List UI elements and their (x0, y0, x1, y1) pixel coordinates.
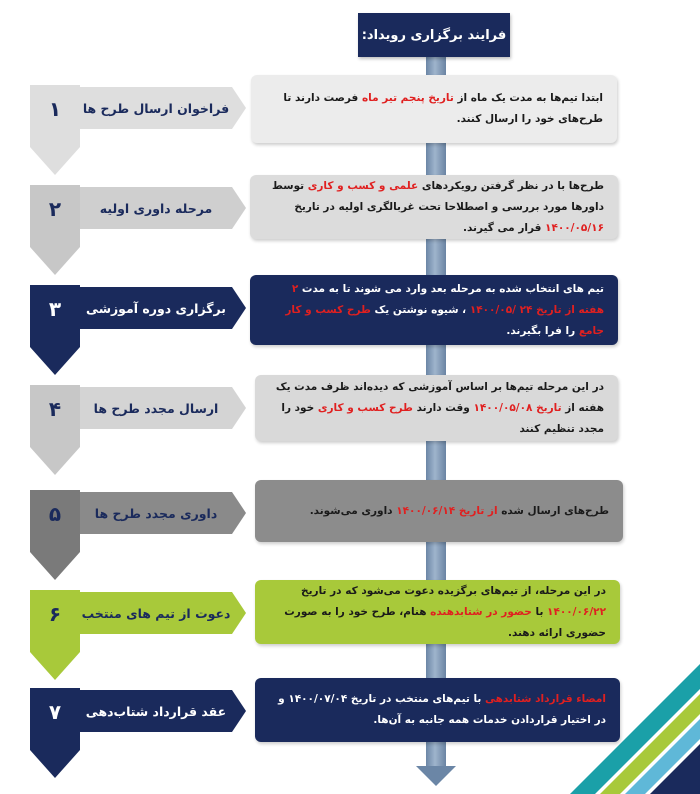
step-2-label-pointer (232, 187, 246, 229)
description-text: فرصت دارند تا طرح‌های خود را ارسال کنند. (283, 92, 603, 125)
step-3-description (250, 275, 618, 345)
step-7-label-pointer (232, 690, 246, 732)
description-text: داوری می‌شوند. (309, 504, 397, 517)
highlight-text: تاریخ ۱۴۰۰/۰۵/۰۸ (473, 401, 562, 414)
step-2-description (250, 175, 618, 239)
step-3-label-pointer (232, 287, 246, 329)
step-5-description (255, 480, 623, 542)
timeline-arrow-head (416, 766, 456, 788)
description-text: طرح‌ها با در نظر گرفتن رویکردهای (418, 179, 604, 192)
description-text: قرار می گیرند. (462, 221, 546, 234)
step-7-label: عقد قرارداد شتاب‌دهی (80, 690, 232, 732)
highlight-text: علمی و کسب و کاری (307, 179, 419, 192)
step-6-label: دعوت از تیم های منتخب (80, 592, 232, 634)
step-7-description (255, 678, 620, 742)
step-4-label-pointer (232, 387, 246, 429)
step-4-label: ارسال مجدد طرح ها (80, 387, 232, 429)
page-title: فرایند برگزاری رویداد: (358, 13, 510, 57)
highlight-text: ۱۴۰۰/۰۶/۲۲ (547, 605, 606, 618)
description-text: در این مرحله تیم‌ها بر اساس آموزشی که دیده‌اند ظرف مدت یک هفته از (275, 380, 604, 414)
highlight-text: طرح کسب و کار جامع (285, 303, 604, 337)
description-text: را فرا بگیرند. (506, 324, 579, 337)
step-2-number: ۲ (48, 197, 62, 221)
highlight-text: ۲ هفته از تاریخ ۲۴ /۱۴۰۰/۰۵ (291, 282, 604, 316)
description-text: با (531, 605, 548, 618)
highlight-text: از تاریخ ۱۴۰۰/۰۶/۱۴ (396, 504, 498, 517)
step-7-number: ۷ (48, 700, 62, 724)
step-1-number: ۱ (48, 97, 62, 121)
description-text: وقت دارند (412, 401, 474, 414)
description-text: ابتدا تیم‌ها به مدت یک ماه از (453, 92, 603, 104)
highlight-text: امضاء قرارداد شتابدهی (485, 693, 606, 705)
highlight-text: تاریخ پنجم تیر ماه (361, 92, 454, 104)
step-3-number: ۳ (48, 297, 62, 321)
highlight-text: ۱۴۰۰/۰۵/۱۶ (545, 221, 604, 234)
step-5-label-pointer (232, 492, 246, 534)
step-5-number: ۵ (48, 502, 62, 526)
step-4-number: ۴ (48, 397, 62, 421)
step-6-description (255, 580, 620, 644)
description-text: هنام، طرح خود را به صورت حضوری ارائه دهند. (284, 605, 606, 639)
description-text: تیم های انتخاب شده به مرحله بعد وارد می شوند تا به مدت (298, 282, 604, 295)
description-text: خود را مجدد تنظیم کنند (281, 401, 604, 435)
step-3-label: برگزاری دوره آموزشی (80, 287, 232, 329)
description-text: ، شیوه نوشتن یک (370, 303, 470, 316)
step-6-label-pointer (232, 592, 246, 634)
highlight-text: طرح کسب و کاری (317, 401, 413, 414)
step-1-label: فراخوان ارسال طرح ها (80, 87, 232, 129)
description-text: در این مرحله، از تیم‌های برگزیده دعوت می‌شود که در تاریخ (301, 584, 606, 597)
step-5-label: داوری مجدد طرح ها (80, 492, 232, 534)
step-4-description (255, 375, 618, 441)
step-2-label: مرحله داوری اولیه (80, 187, 232, 229)
description-text: با تیم‌های منتخب در تاریخ ۱۴۰۰/۰۷/۰۴ و در اختیار قراردادن خدمات همه جانبه به آن‌ها. (278, 693, 606, 726)
highlight-text: حضور در شتابدهنده (430, 605, 532, 618)
step-1-label-pointer (232, 87, 246, 129)
step-6-number: ۶ (48, 602, 62, 626)
description-text: توسط داورها مورد بررسی و اصطلاحا تحت غربالگری اولیه در تاریخ (272, 179, 604, 213)
step-1-description (251, 75, 617, 143)
description-text: طرح‌های ارسال شده (497, 504, 609, 517)
